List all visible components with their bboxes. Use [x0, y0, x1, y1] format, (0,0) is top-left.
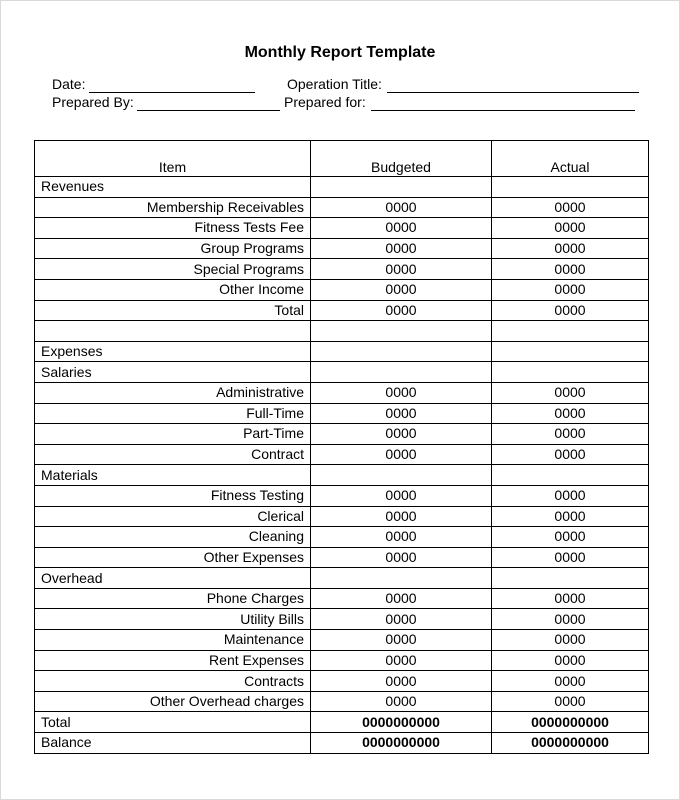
row-item-label: Cleaning [35, 527, 311, 548]
row-budgeted-value[interactable] [311, 362, 492, 383]
row-budgeted-value[interactable]: 0000 [311, 424, 492, 445]
row-actual-value[interactable]: 0000000000 [492, 712, 649, 733]
table-row [35, 547, 649, 568]
row-actual-value[interactable]: 0000 [492, 506, 649, 527]
table-row [35, 218, 649, 239]
table-row [35, 630, 649, 651]
row-actual-value[interactable]: 0000 [492, 630, 649, 651]
row-budgeted-value[interactable]: 0000 [311, 279, 492, 300]
row-budgeted-value[interactable]: 0000 [311, 300, 492, 321]
row-budgeted-value[interactable]: 0000 [311, 218, 492, 239]
table-row [35, 177, 649, 198]
prepared-by-label: Prepared By: [52, 94, 134, 110]
row-actual-value[interactable]: 0000 [492, 588, 649, 609]
row-budgeted-value[interactable]: 0000000000 [311, 712, 492, 733]
row-item-label: Other Expenses [35, 547, 311, 568]
row-item-label: Expenses [35, 341, 311, 362]
row-item-label: Salaries [35, 362, 311, 383]
row-budgeted-value[interactable] [311, 465, 492, 486]
row-item-label: Contract [35, 444, 311, 465]
row-item-label: Balance [35, 733, 311, 754]
row-budgeted-value[interactable]: 0000 [311, 238, 492, 259]
table-row [35, 650, 649, 671]
row-actual-value[interactable] [492, 321, 649, 342]
row-actual-value[interactable]: 0000 [492, 300, 649, 321]
row-actual-value[interactable]: 0000 [492, 238, 649, 259]
row-actual-value[interactable] [492, 177, 649, 198]
row-item-label: Maintenance [35, 630, 311, 651]
row-actual-value[interactable]: 0000 [492, 424, 649, 445]
prepared-for-label: Prepared for: [284, 94, 366, 110]
table-row [35, 362, 649, 383]
row-budgeted-value[interactable]: 0000 [311, 197, 492, 218]
row-actual-value[interactable]: 0000 [492, 609, 649, 630]
row-actual-value[interactable]: 0000 [492, 671, 649, 692]
row-item-label: Total [35, 300, 311, 321]
row-budgeted-value[interactable] [311, 321, 492, 342]
row-budgeted-value[interactable]: 0000 [311, 650, 492, 671]
row-budgeted-value[interactable] [311, 177, 492, 198]
row-item-label: Utility Bills [35, 609, 311, 630]
row-budgeted-value[interactable]: 0000 [311, 259, 492, 280]
table-row [35, 712, 649, 733]
operation-title-field-line[interactable] [387, 92, 639, 93]
row-budgeted-value[interactable]: 0000 [311, 588, 492, 609]
table-row [35, 259, 649, 280]
row-item-label: Membership Receivables [35, 197, 311, 218]
row-item-label: Group Programs [35, 238, 311, 259]
row-budgeted-value[interactable]: 0000 [311, 671, 492, 692]
column-header-budgeted: Budgeted [311, 141, 492, 177]
row-actual-value[interactable]: 0000 [492, 691, 649, 712]
row-budgeted-value[interactable]: 0000 [311, 444, 492, 465]
row-item-label: Overhead [35, 568, 311, 589]
table-row [35, 444, 649, 465]
row-budgeted-value[interactable]: 0000 [311, 485, 492, 506]
table-body [35, 177, 649, 754]
row-actual-value[interactable] [492, 465, 649, 486]
date-field-line[interactable] [89, 92, 255, 93]
table-row [35, 506, 649, 527]
row-budgeted-value[interactable]: 0000 [311, 691, 492, 712]
prepared-for-field-line[interactable] [371, 110, 635, 111]
row-item-label: Full-Time [35, 403, 311, 424]
row-budgeted-value[interactable]: 0000 [311, 609, 492, 630]
row-budgeted-value[interactable] [311, 341, 492, 362]
row-actual-value[interactable]: 0000 [492, 485, 649, 506]
row-budgeted-value[interactable]: 0000 [311, 630, 492, 651]
row-item-label: Fitness Tests Fee [35, 218, 311, 239]
row-item-label: Clerical [35, 506, 311, 527]
table-row [35, 341, 649, 362]
row-budgeted-value[interactable]: 0000 [311, 506, 492, 527]
row-item-label: Part-Time [35, 424, 311, 445]
table-row [35, 527, 649, 548]
row-item-label: Other Income [35, 279, 311, 300]
row-actual-value[interactable]: 0000 [492, 382, 649, 403]
table-row [35, 382, 649, 403]
row-item-label: Revenues [35, 177, 311, 198]
row-item-label: Materials [35, 465, 311, 486]
table-row [35, 197, 649, 218]
table-row [35, 279, 649, 300]
row-item-label: Rent Expenses [35, 650, 311, 671]
table-row [35, 588, 649, 609]
row-actual-value[interactable]: 0000 [492, 218, 649, 239]
row-actual-value[interactable]: 0000 [492, 650, 649, 671]
column-header-actual: Actual [492, 141, 649, 177]
row-item-label: Administrative [35, 382, 311, 403]
row-item-label: Fitness Testing [35, 485, 311, 506]
row-actual-value[interactable]: 0000000000 [492, 733, 649, 754]
page-title: Monthly Report Template [244, 44, 436, 61]
row-actual-value[interactable]: 0000 [492, 197, 649, 218]
row-actual-value[interactable]: 0000 [492, 444, 649, 465]
row-actual-value[interactable]: 0000 [492, 259, 649, 280]
table-row [35, 465, 649, 486]
row-actual-value[interactable]: 0000 [492, 527, 649, 548]
row-item-label: Special Programs [35, 259, 311, 280]
row-actual-value[interactable] [492, 341, 649, 362]
report-table [34, 140, 649, 754]
row-actual-value[interactable] [492, 362, 649, 383]
row-budgeted-value[interactable]: 0000 [311, 382, 492, 403]
column-header-item: Item [35, 141, 311, 177]
row-actual-value[interactable]: 0000 [492, 403, 649, 424]
row-actual-value[interactable] [492, 568, 649, 589]
row-budgeted-value[interactable]: 0000 [311, 527, 492, 548]
table-row [35, 321, 649, 342]
row-budgeted-value[interactable] [311, 568, 492, 589]
table-row [35, 424, 649, 445]
table-row [35, 609, 649, 630]
table-row [35, 238, 649, 259]
row-actual-value[interactable]: 0000 [492, 279, 649, 300]
prepared-by-field-line[interactable] [137, 110, 280, 111]
table-row [35, 733, 649, 754]
row-item-label: Contracts [35, 671, 311, 692]
table-row [35, 485, 649, 506]
table-row [35, 671, 649, 692]
row-budgeted-value[interactable]: 0000 [311, 547, 492, 568]
row-budgeted-value[interactable]: 0000000000 [311, 733, 492, 754]
row-item-label: Phone Charges [35, 588, 311, 609]
row-budgeted-value[interactable]: 0000 [311, 403, 492, 424]
table-row [35, 568, 649, 589]
table-header-row [35, 141, 649, 177]
row-item-label: Total [35, 712, 311, 733]
table-row [35, 691, 649, 712]
operation-title-label: Operation Title: [287, 76, 382, 92]
table-row [35, 403, 649, 424]
table-row [35, 300, 649, 321]
row-item-label: Other Overhead charges [35, 691, 311, 712]
row-item-label [35, 321, 311, 342]
date-label: Date: [52, 76, 86, 92]
row-actual-value[interactable]: 0000 [492, 547, 649, 568]
